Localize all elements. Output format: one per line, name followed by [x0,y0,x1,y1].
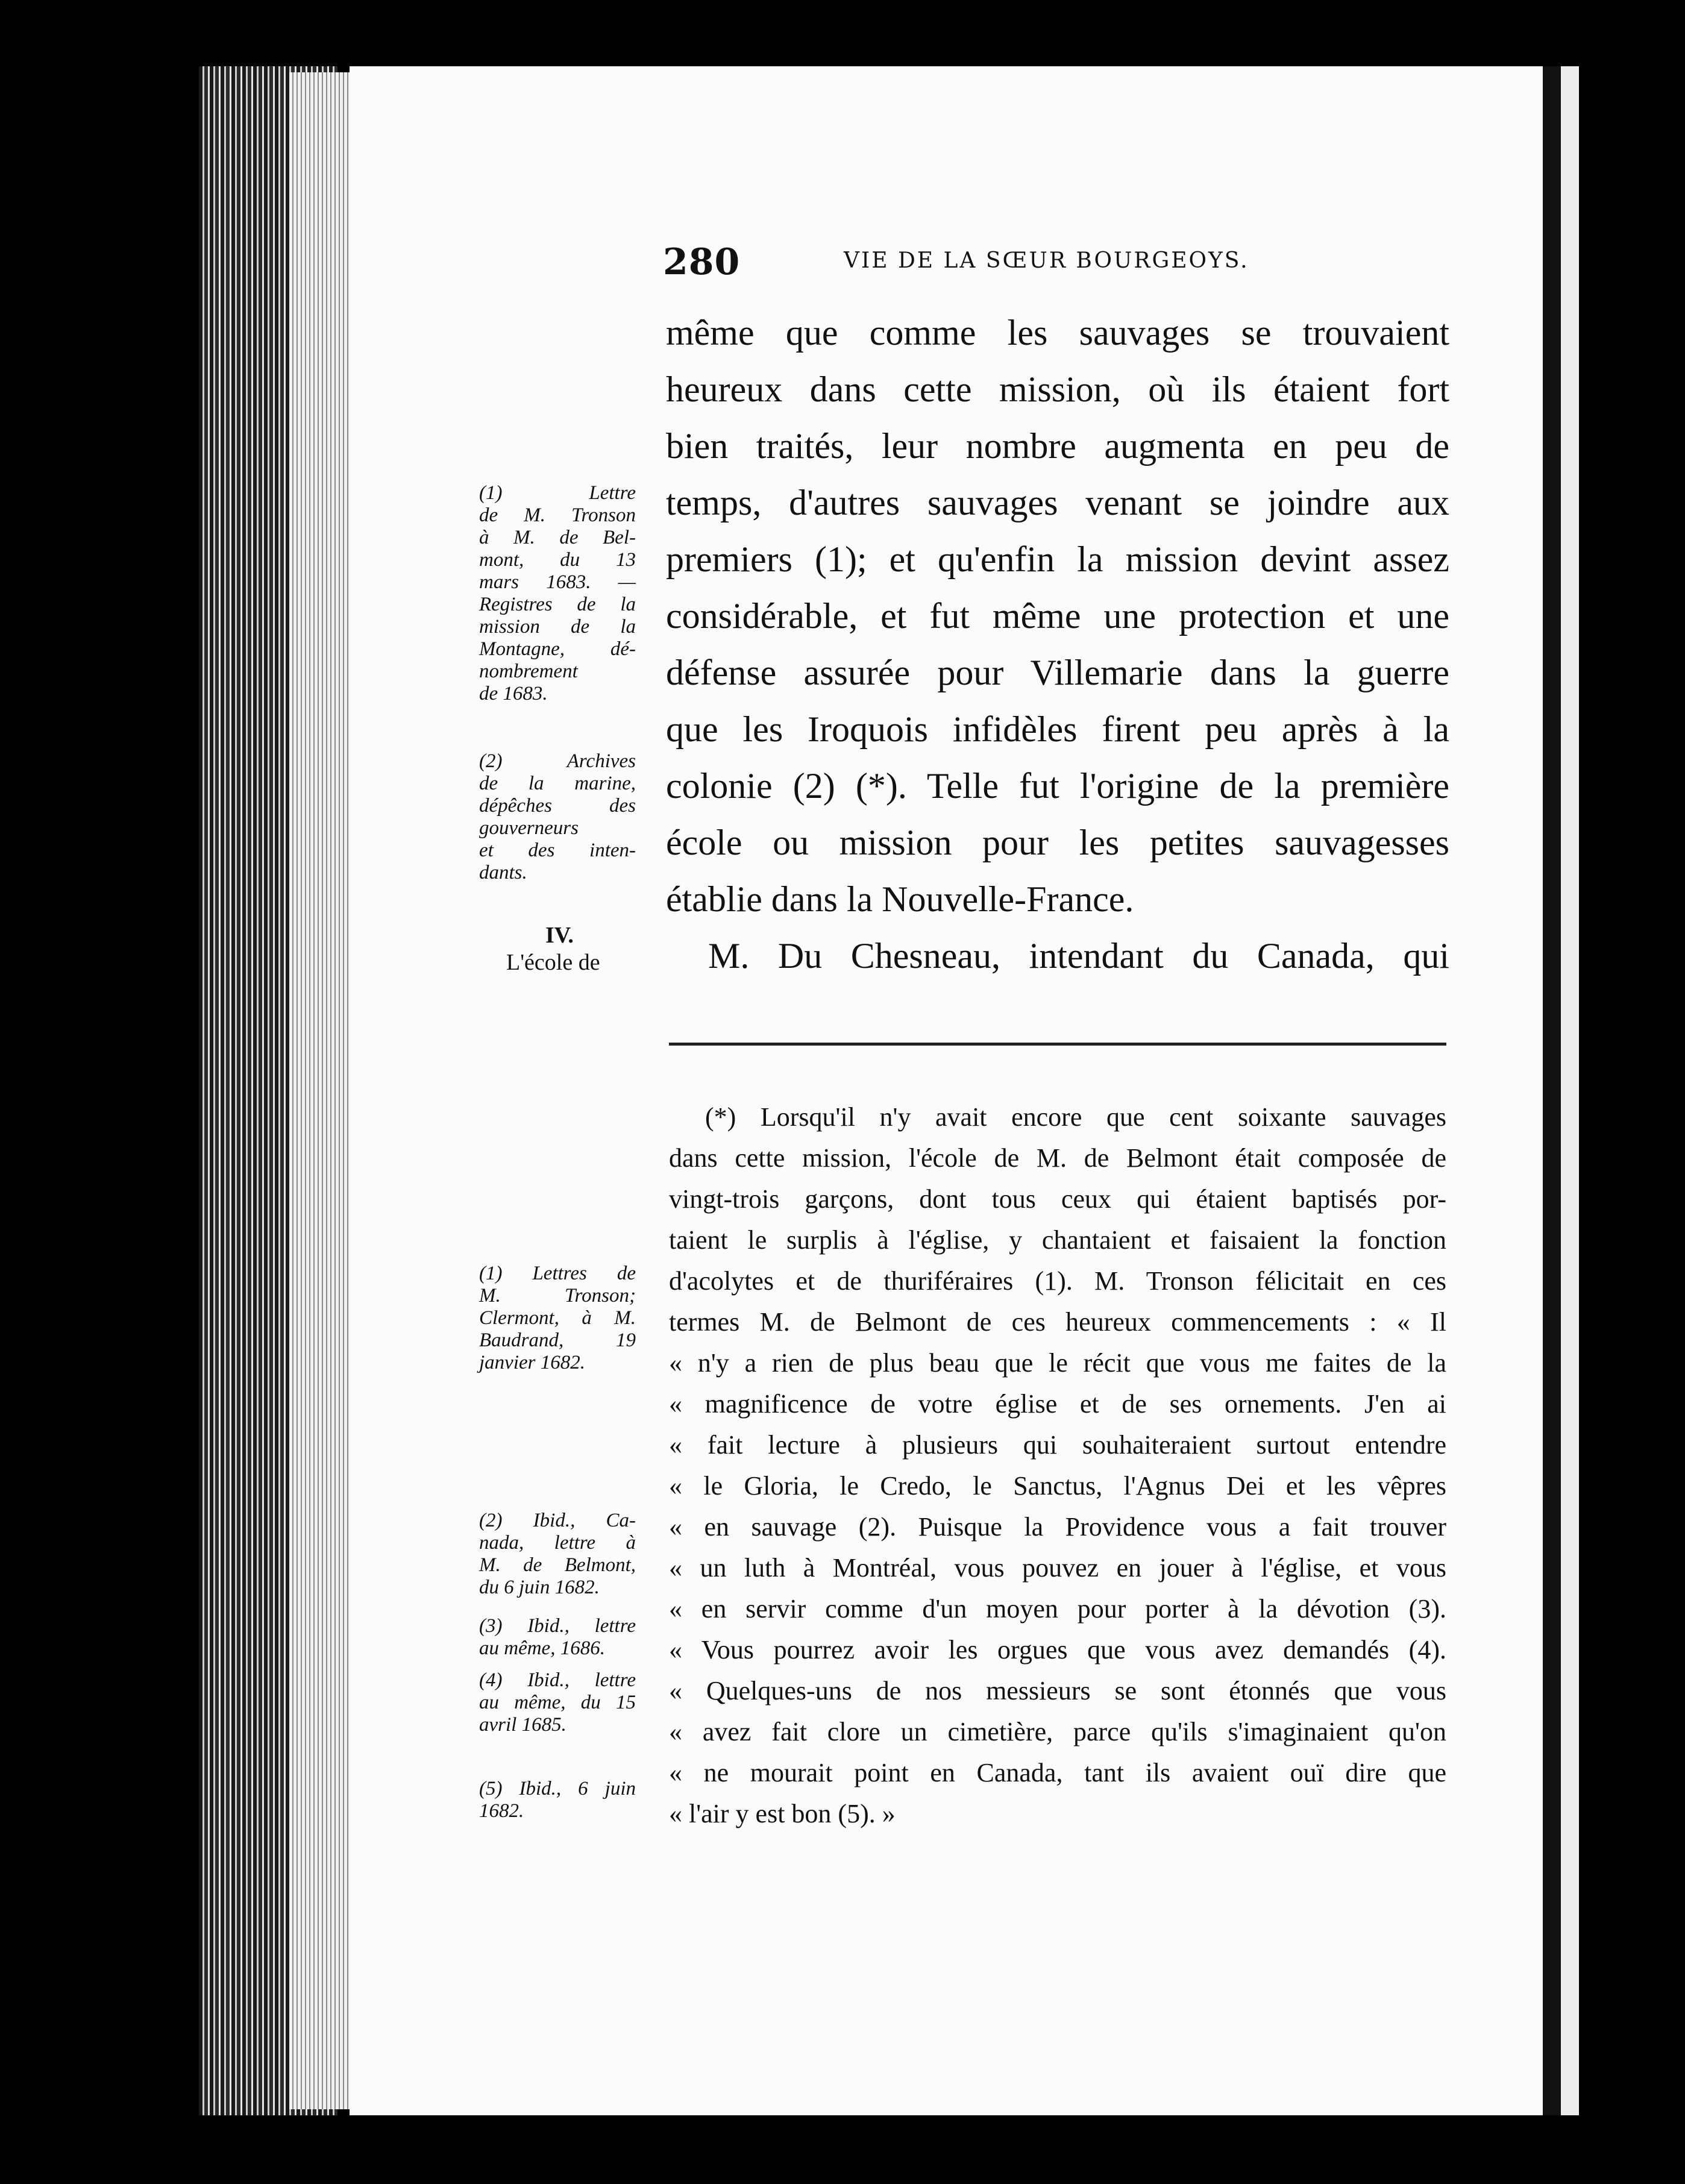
margin-note-fn-3 [479,1615,636,1660]
text-line: considérable, et fut même une protection et une [666,596,1449,636]
text-line: colonie (2) (*). Telle fut l'origine de la première [666,766,1449,806]
footnote-line: « en sauvage (2). Puisque la Providence vous a fait trouver [669,1512,1446,1542]
margin-line: (5) Ibid., 6 juin [479,1778,636,1800]
gutter-shadow [1543,66,1563,2115]
margin-note-fn-1 [479,1263,636,1374]
footnote-line: « Quelques-uns de nos messieurs se sont étonnés que vous [669,1676,1446,1705]
footnote-line: « ne mourait point en Canada, tant ils avaient ouï dire que [669,1758,1446,1787]
margin-line: (4) Ibid., lettre [479,1669,636,1691]
text-line: heureux dans cette mission, où ils étaient fort [666,369,1449,409]
margin-line: Clermont, à M. [479,1307,636,1329]
margin-line: (1) Lettre [479,482,636,504]
footnote-line: « fait lecture à plusieurs qui souhaiteraient surtout entendre [669,1430,1446,1460]
margin-note-fn-5 [479,1778,636,1822]
margin-line: nada, lettre à [479,1532,636,1554]
margin-line: (2) Archives [479,750,636,772]
margin-line: mont, du 13 [479,549,636,571]
margin-line: dépêches des [479,795,636,817]
footnote-divider [669,1043,1446,1046]
footnote-block [669,1097,1446,1834]
margin-line: dants. [479,862,527,883]
margin-line: (3) Ibid., lettre [479,1615,636,1637]
margin-line: au même, 1686. [479,1637,605,1659]
page-header [663,241,1458,289]
margin-line: 1682. [479,1800,524,1822]
text-line: premiers (1); et qu'enfin la mission devint assez [666,539,1449,579]
text-line: défense assurée pour Villemarie dans la guerre [666,653,1449,692]
section-label: L'école de [506,950,600,975]
page-number: 280 [663,241,741,283]
margin-line: au même, du 15 [479,1692,636,1713]
text-line: établie dans la Nouvelle-France. [666,879,1134,919]
footnote-line: termes M. de Belmont de ces heureux commencements : « Il [669,1307,1446,1337]
running-title: VIE DE LA SŒUR BOURGEOYS. [844,248,1249,273]
footnote-line: « le Gloria, le Credo, le Sanctus, l'Agnus Dei et les vêpres [669,1471,1446,1501]
margin-line: M. de Belmont, [479,1554,636,1576]
footnote-line: « un luth à Montréal, vous pouvez en jouer à l'église, et vous [669,1553,1446,1583]
margin-line: Baudrand, 19 [479,1329,636,1351]
footnote-line: d'acolytes et de thuriféraires (1). M. Tronson félicitait en ces [669,1266,1446,1296]
page-edge-stripes [289,72,356,2109]
margin-line: Montagne, dé- [479,638,636,660]
margin-note-1 [479,482,636,705]
footnote-line: « l'air y est bon (5). » [669,1799,896,1828]
main-text-block [666,304,1449,984]
footnote-line: (*) Lorsqu'il n'y avait encore que cent soixante sauvages [705,1102,1446,1132]
margin-line: avril 1685. [479,1714,566,1736]
footnote-line: « avez fait clore un cimetière, parce qu'ils s'imaginaient qu'on [669,1717,1446,1746]
margin-line: de M. Tronson [479,504,636,526]
text-line: M. Du Chesneau, intendant du Canada, qui [708,936,1449,976]
text-line: école ou mission pour les petites sauvagesses [666,823,1449,862]
footnote-line: « Vous pourrez avoir les orgues que vous avez demandés (4). [669,1635,1446,1665]
margin-line: de 1683. [479,683,548,704]
margin-line: Registres de la [479,594,636,615]
footnote-line: taient le surplis à l'église, y chantaient et faisaient la fonction [669,1225,1446,1255]
margin-note-2 [479,750,636,884]
margin-line: à M. de Bel- [479,527,636,548]
margin-note-fn-2 [479,1510,636,1599]
text-line: même que comme les sauvages se trouvaient [666,313,1449,353]
margin-line: janvier 1682. [479,1352,585,1373]
right-page-edge [1561,66,1579,2115]
margin-line: du 6 juin 1682. [479,1577,600,1598]
margin-line: (2) Ibid., Ca- [479,1510,636,1531]
footnote-line: dans cette mission, l'école de M. de Belmont était composée de [669,1143,1446,1173]
text-line: temps, d'autres sauvages venant se joindre aux [666,483,1449,522]
margin-line: mars 1683. — [479,571,636,593]
text-line: que les Iroquois infidèles firent peu après à la [666,709,1449,749]
footnote-line: « magnificence de votre église et de ses ornements. J'en ai [669,1389,1446,1419]
footnote-line: « en servir comme d'un moyen pour porter à la dévotion (3). [669,1594,1446,1624]
section-number: IV. [545,923,574,948]
margin-line: et des inten- [479,839,636,861]
margin-line: nombrement [479,661,578,682]
margin-line: gouverneurs [479,817,579,839]
margin-line: M. Tronson; [479,1285,636,1307]
margin-line: (1) Lettres de [479,1263,636,1284]
margin-line: mission de la [479,616,636,638]
margin-note-fn-4 [479,1669,636,1736]
margin-line: de la marine, [479,773,636,794]
footnote-line: vingt-trois garçons, dont tous ceux qui étaient baptisés por- [669,1184,1446,1214]
text-line: bien traités, leur nombre augmenta en peu de [666,426,1449,466]
footnote-line: « n'y a rien de plus beau que le récit que vous me faites de la [669,1348,1446,1378]
